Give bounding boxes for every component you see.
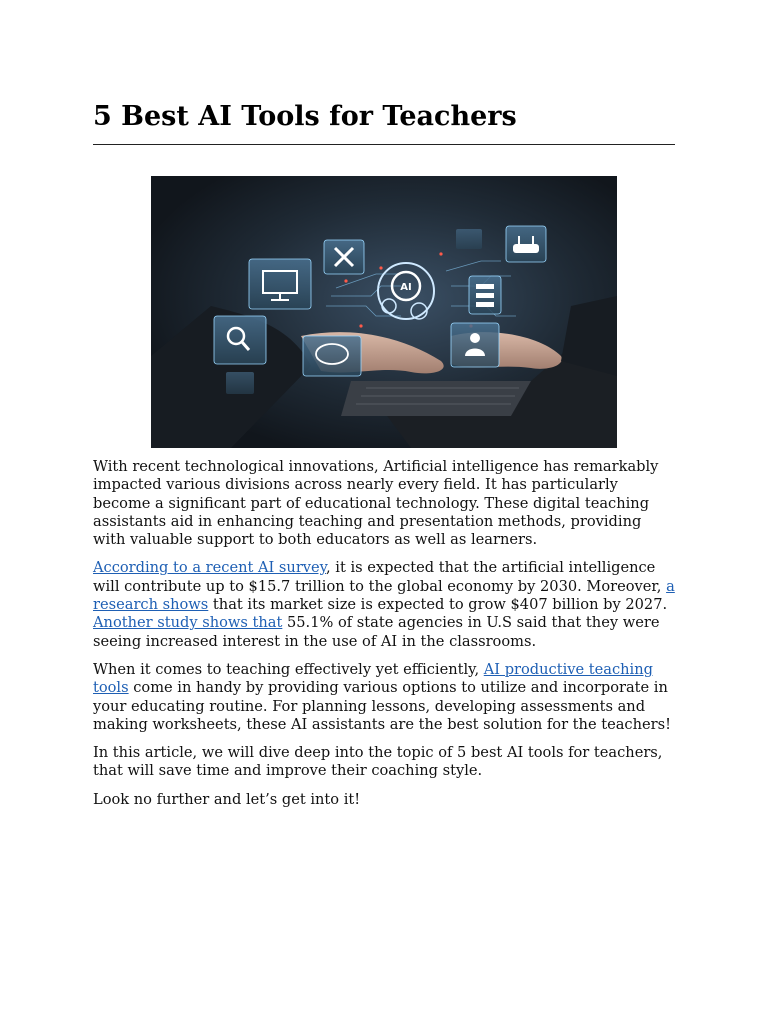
chat-bubble-icon [303, 336, 361, 376]
paragraph-article-scope: In this article, we will dive deep into the topic of 5 best AI tools for teachers, that will save time and improve their coaching style. [93, 744, 663, 780]
another-study-link[interactable]: Another study shows that [93, 614, 283, 632]
article-title: 5 Best AI Tools for Teachers [93, 101, 517, 132]
paragraph-text: , it is expected that the artificial intelligence will contribute up to $15.7 trillion to the global economy by 2030. Moreover, [93, 559, 667, 595]
paragraph-teaching-tools [93, 661, 675, 734]
router-icon [506, 226, 546, 262]
hero-image [151, 176, 617, 448]
user-icon [451, 323, 499, 367]
monitor-chart-icon [249, 259, 311, 309]
paragraph-text: come in handy by providing various options to utilize and incorporate in your educating routine. For planning lessons, developing assessments and making worksheets, these AI assistants are the best solution for the teachers! [93, 679, 671, 733]
ai-productive-tools-link[interactable]: AI productive teaching tools [93, 660, 653, 697]
title-divider [93, 144, 675, 145]
research-shows-link[interactable]: a research shows [93, 577, 675, 614]
paragraph-text: When it comes to teaching effectively yet efficiently, [93, 660, 484, 678]
paragraph-text: 55.1% of state agencies in U.S said that they were seeing increased interest in the use of AI in the classrooms. [93, 614, 660, 650]
ai-survey-link[interactable]: According to a recent AI survey [93, 559, 326, 577]
search-icon [214, 316, 266, 364]
paragraph-text: that its market size is expected to grow $407 billion by 2027. [208, 596, 668, 614]
article-body [93, 458, 675, 819]
server-icon [469, 276, 501, 314]
paragraph-statistics [93, 559, 675, 650]
paragraph-closing: Look no further and let’s get into it! [93, 790, 361, 808]
paragraph-intro: With recent technological innovations, Artificial intelligence has remarkably impacted various divisions across nearly every field. It has particularly become a significant part of educational technology. These digital teaching assistants aid in enhancing teaching and presentation methods, providing with valuable support to both educators as well as learners. [93, 458, 659, 549]
svg-text:AI: AI [400, 282, 412, 293]
tools-icon [324, 240, 364, 274]
